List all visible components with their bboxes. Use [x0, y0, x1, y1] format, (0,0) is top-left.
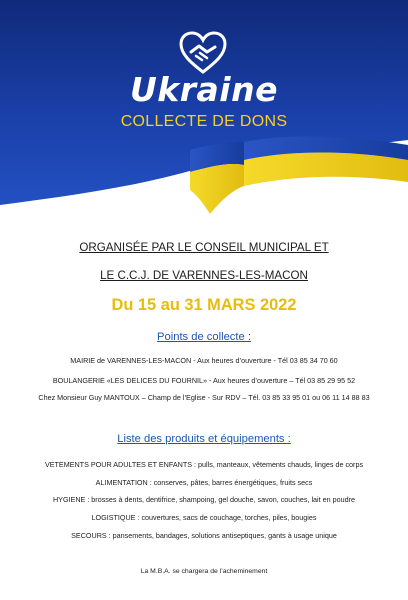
- products-list-title: Liste des produits et équipements :: [117, 433, 291, 445]
- title-ukraine: Ukraine: [130, 70, 278, 109]
- subtitle-collecte: COLLECTE DE DONS: [120, 113, 288, 130]
- product-item-clothing: VETEMENTS POUR ADULTES ET ENFANTS : pulls, manteaux, vêtements chauds, linges de corps: [44, 460, 364, 469]
- product-item-logistics: LOGISTIQUE : couvertures, sacs de couchage, torches, piles, bougies: [91, 513, 317, 522]
- footer-note: La M.B.A. se chargera de l’acheminement: [140, 568, 268, 575]
- product-item-first-aid: SECOURS : pansements, bandages, solutions antiseptiques, gants à usage unique: [71, 531, 337, 540]
- product-item-hygiene: HYGIENE : brosses à dents, dentifrice, shampoing, gel douche, savon, couches, lait en poudre: [52, 495, 356, 504]
- collection-point-mantoux: Chez Monsieur Guy MANTOUX – Champ de l’Eglise - Sur RDV – Tél. 03 85 33 95 01 ou 06 11 14 88 83: [38, 393, 370, 402]
- organizer-line-1: ORGANISÉE PAR LE CONSEIL MUNICIPAL ET: [79, 241, 329, 254]
- event-dates: Du 15 au 31 MARS 2022: [111, 296, 297, 314]
- product-item-food: ALIMENTATION : conserves, pâtes, barres énergétiques, fruits secs: [95, 478, 313, 487]
- flag-ribbon-yellow-tail: [244, 153, 408, 187]
- collection-point-mairie: MAIRIE de VARENNES-LES-MACON - Aux heures d’ouverture - Tél 03 85 34 70 60: [70, 356, 338, 365]
- flag-ribbon-yellow: [190, 164, 244, 214]
- collection-points-title: Points de collecte :: [157, 331, 251, 343]
- collection-point-boulangerie: BOULANGERIE «LES DELICES DU FOURNIL» - Aux heures d’ouverture – Tél 03 85 29 95 52: [52, 376, 356, 385]
- organizer-line-2: LE C.C.J. DE VARENNES-LES-MACON: [100, 269, 308, 282]
